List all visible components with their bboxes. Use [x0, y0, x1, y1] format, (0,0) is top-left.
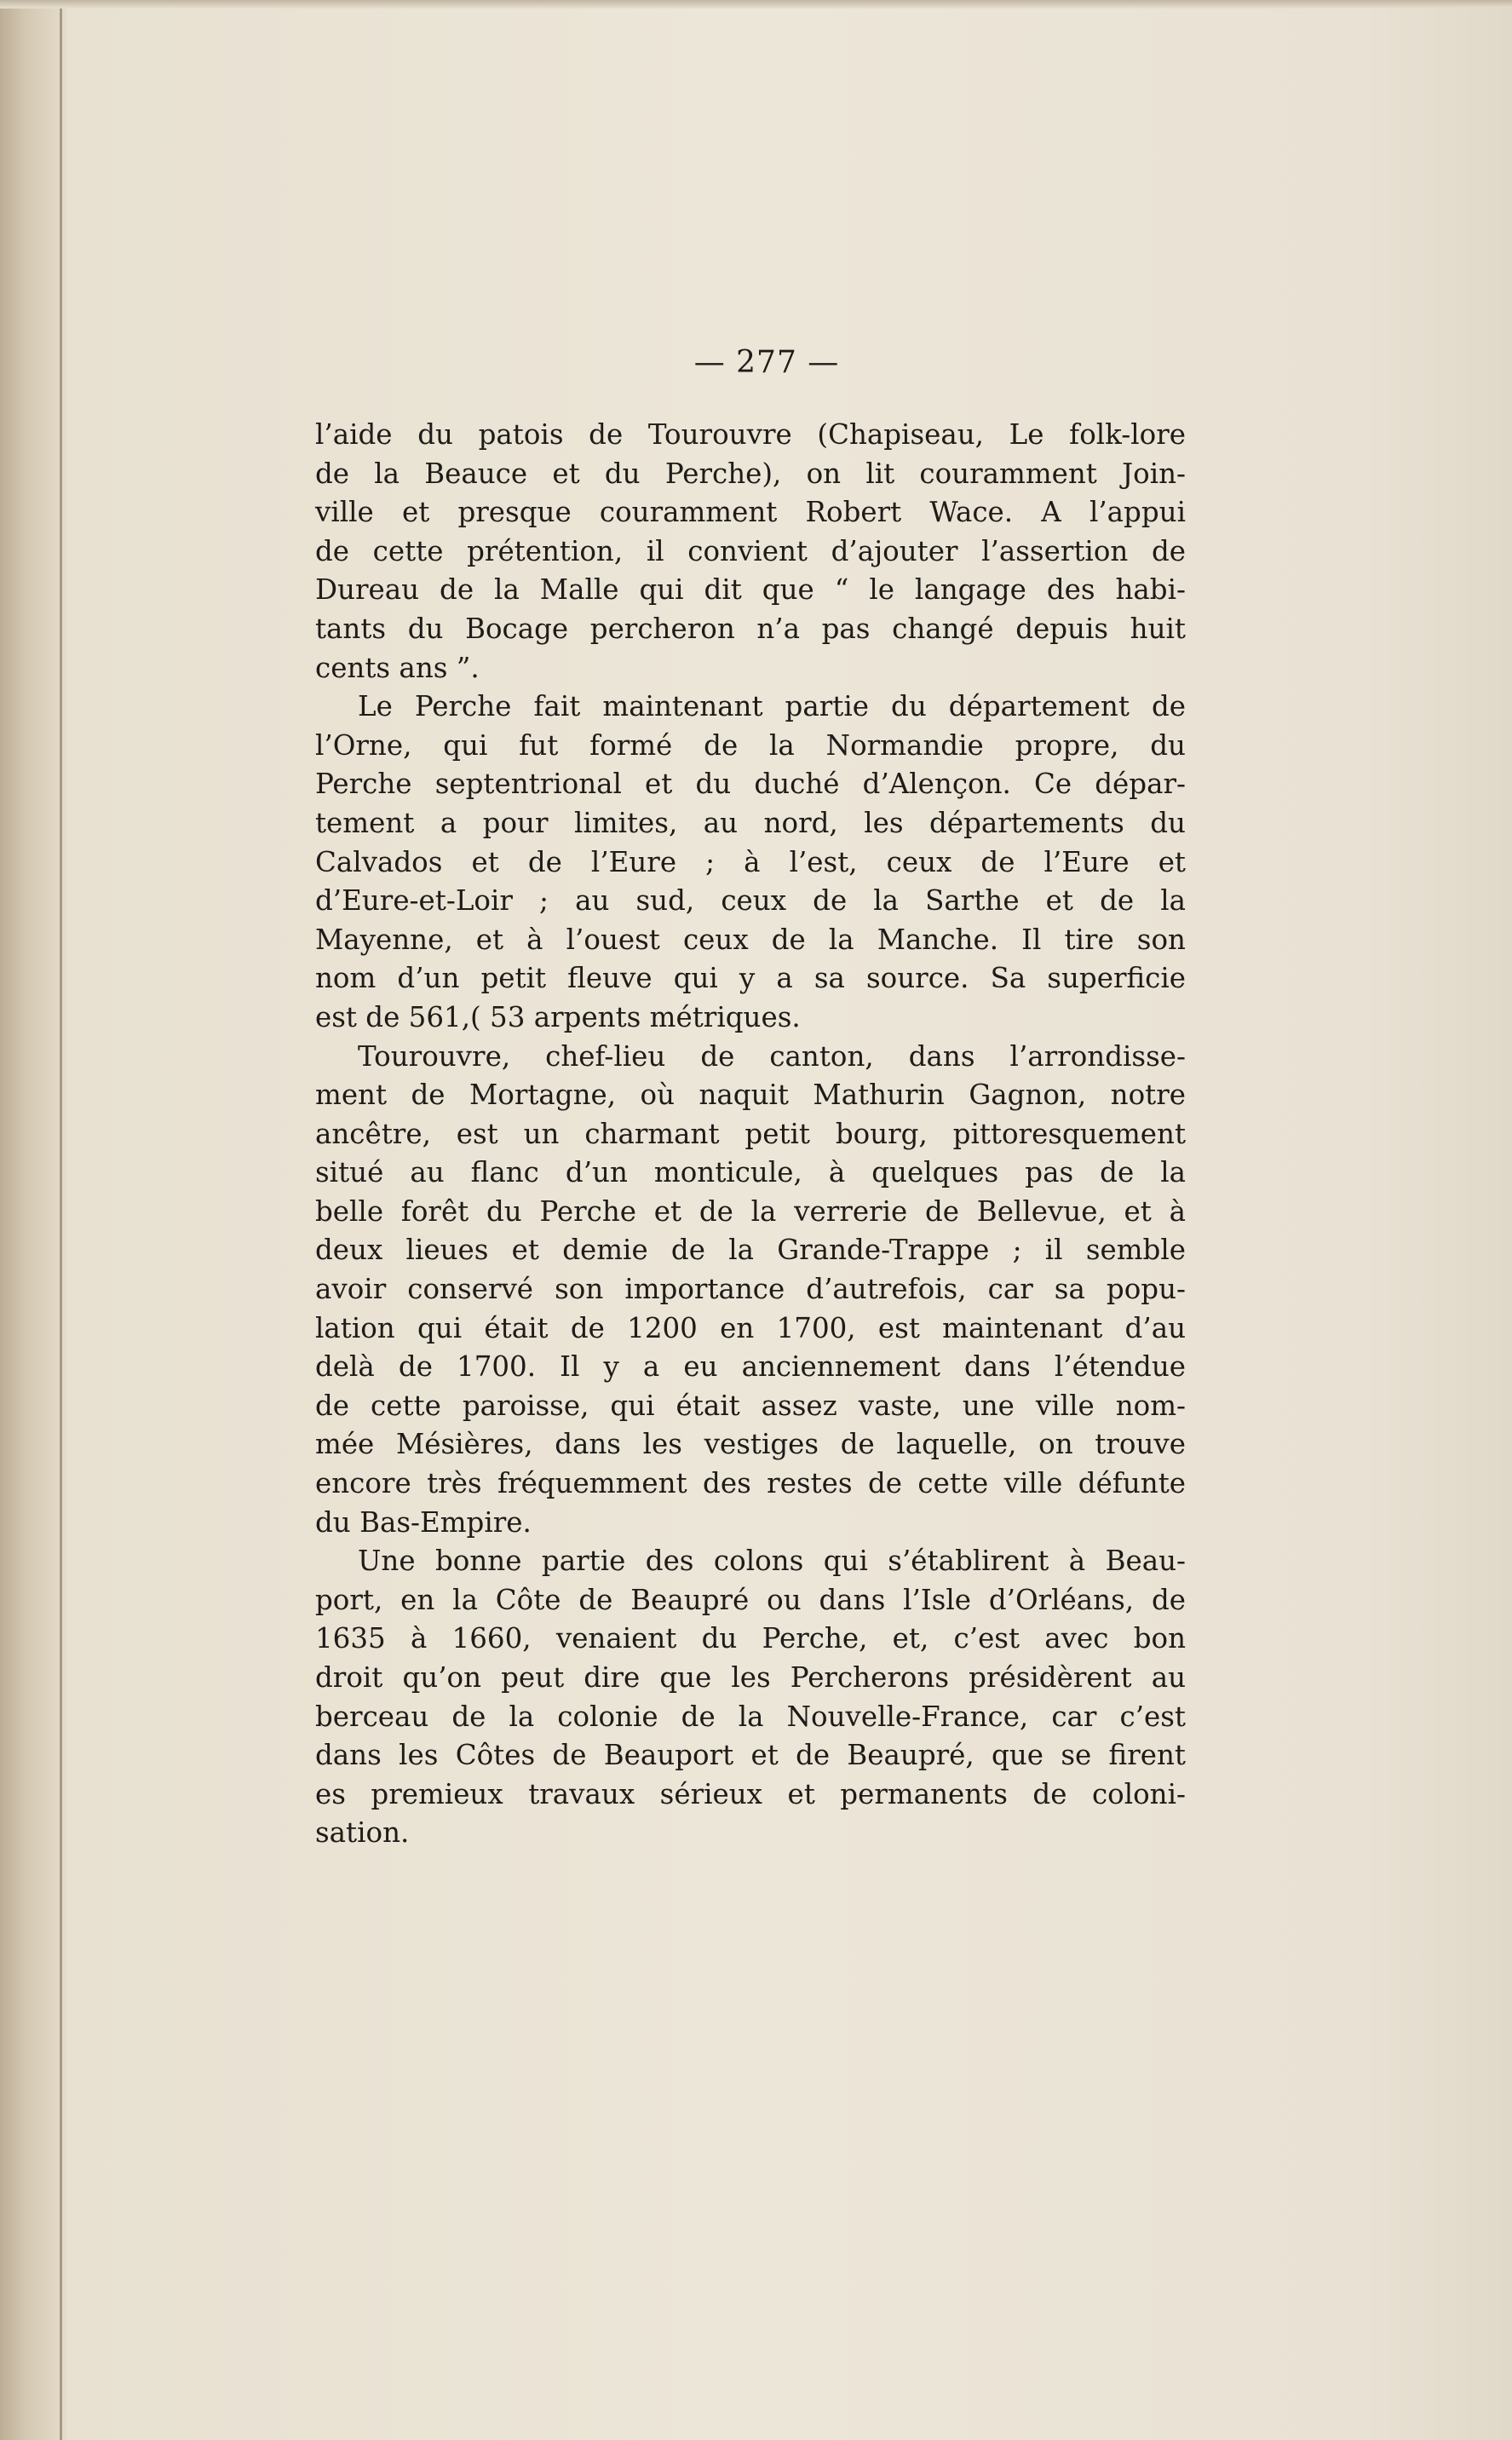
text-line: mée Mésières, dans les vestiges de laquelle, on trouve: [315, 1428, 1186, 1461]
body-text: [315, 416, 1186, 1853]
text-line: tants du Bocage percheron n’a pas changé depuis huit: [315, 612, 1186, 645]
paragraph-4: [315, 1542, 1186, 1853]
text-line: berceau de la colonie de la Nouvelle-France, car c’est: [315, 1700, 1186, 1733]
text-line: de la Beauce et du Perche), on lit couramment Join-: [315, 457, 1186, 490]
page-top-edge: [0, 0, 1512, 9]
text-line: 1635 à 1660, venaient du Perche, et, c’est avec bon: [315, 1622, 1186, 1655]
paragraph-1: [315, 416, 1186, 688]
paragraph-3: [315, 1038, 1186, 1543]
text-line: de cette paroisse, qui était assez vaste, une ville nom-: [315, 1389, 1186, 1422]
text-line: es premieux travaux sérieux et permanents de coloni-: [315, 1777, 1186, 1810]
page-number: — 277 —: [693, 345, 840, 380]
text-line: ville et presque couramment Robert Wace. A l’appui: [315, 496, 1186, 529]
text-line: situé au flanc d’un monticule, à quelques pas de la: [315, 1156, 1186, 1189]
text-line: cents ans ”.: [315, 651, 480, 684]
text-line: tement a pour limites, au nord, les départements du: [315, 806, 1186, 839]
text-line: belle forêt du Perche et de la verrerie de Bellevue, et à: [315, 1194, 1186, 1228]
text-line: du Bas-Empire.: [315, 1505, 532, 1539]
text-line: Une bonne partie des colons qui s’établirent à Beau-: [358, 1545, 1186, 1578]
text-line: Tourouvre, chef-lieu de canton, dans l’arrondisse-: [358, 1039, 1186, 1073]
text-line: deux lieues et demie de la Grande-Trappe ; il semble: [315, 1234, 1186, 1267]
text-line: l’aide du patois de Tourouvre (Chapiseau, Le folk-lore: [315, 418, 1186, 451]
page-gutter: [0, 0, 66, 2440]
text-line: Mayenne, et à l’ouest ceux de la Manche. Il tire son: [315, 923, 1186, 956]
text-line: nom d’un petit fleuve qui y a sa source. Sa superficie: [315, 962, 1186, 995]
binding-edge: [60, 0, 62, 2440]
text-line: Dureau de la Malle qui dit que “ le langage des habi-: [315, 573, 1186, 607]
text-line: Perche septentrional et du duché d’Alençon. Ce dépar-: [315, 768, 1186, 801]
text-line: est de 561,( 53 arpents métriques.: [315, 1000, 801, 1033]
text-line: de cette prétention, il convient d’ajouter l’assertion de: [315, 534, 1186, 567]
text-line: droit qu’on peut dire que les Percherons présidèrent au: [315, 1661, 1186, 1694]
text-line: ancêtre, est un charmant petit bourg, pittoresquement: [315, 1117, 1186, 1150]
text-line: delà de 1700. Il y a eu anciennement dans l’étendue: [315, 1350, 1186, 1384]
text-line: Calvados et de l’Eure ; à l’est, ceux de l’Eure et: [315, 845, 1186, 878]
text-line: Le Perche fait maintenant partie du département de: [358, 690, 1186, 723]
text-line: lation qui était de 1200 en 1700, est maintenant d’au: [315, 1311, 1186, 1344]
paragraph-2: [315, 688, 1186, 1037]
text-line: sation.: [315, 1816, 410, 1850]
text-line: avoir conservé son importance d’autrefois, car sa popu-: [315, 1273, 1186, 1306]
text-line: encore très fréquemment des restes de cette ville défunte: [315, 1467, 1186, 1500]
text-line: d’Eure-et-Loir ; au sud, ceux de la Sarthe et de la: [315, 884, 1186, 918]
text-line: dans les Côtes de Beauport et de Beaupré, que se firent: [315, 1739, 1186, 1772]
text-line: l’Orne, qui fut formé de la Normandie propre, du: [315, 728, 1186, 762]
text-line: ment de Mortagne, où naquit Mathurin Gagnon, notre: [315, 1079, 1186, 1112]
text-line: port, en la Côte de Beaupré ou dans l’Isle d’Orléans, de: [315, 1583, 1186, 1616]
